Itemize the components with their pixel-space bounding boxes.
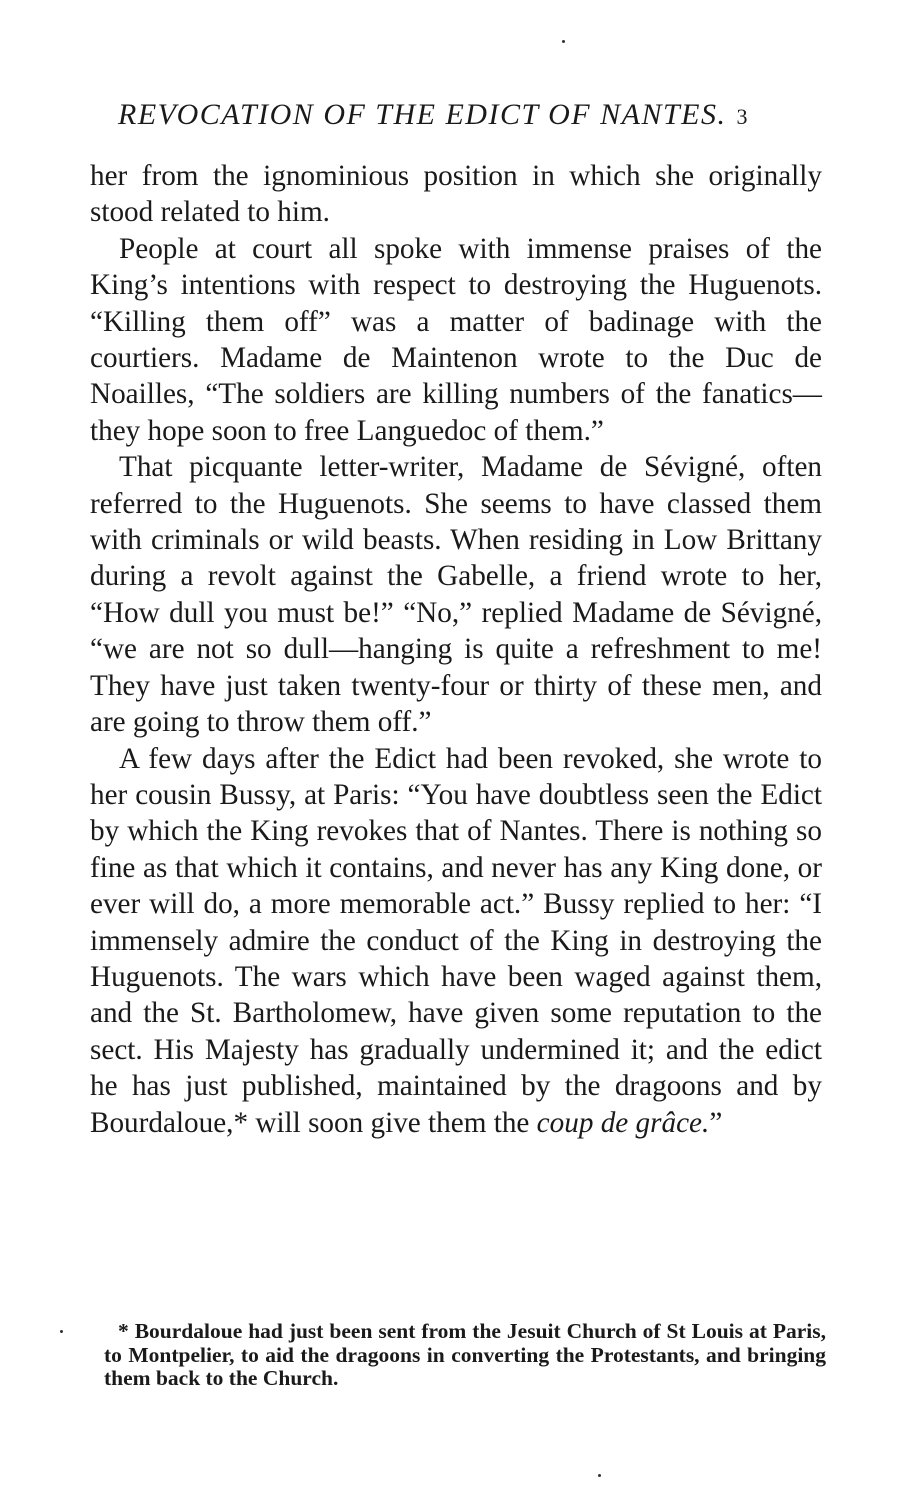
- running-title: REVOCATION OF THE EDICT OF NANTES.: [118, 98, 727, 131]
- closing-quote: ”: [709, 1106, 723, 1139]
- italic-phrase: coup de grâce.: [536, 1106, 710, 1139]
- paragraph-continued: her from the ignominious position in which she originally stood related to him.: [90, 160, 822, 229]
- body-text: [90, 158, 822, 1141]
- paragraph-edict-revoked: [90, 741, 822, 1141]
- paragraph-court-praises: People at court all spoke with immense praises of the King’s intentions with respect to destroying the Huguenots. “Killing them off” was a matter of badinage with the courtiers. Madame de Maintenon wrote to the Duc de Noailles, “The soldiers are killing numbers of the fanatics—they hope soon to free Languedoc of them.”: [90, 232, 822, 447]
- footnote: [104, 1320, 826, 1391]
- running-header: [118, 98, 838, 132]
- print-speck: [598, 1474, 601, 1477]
- print-speck: [60, 1330, 63, 1333]
- paragraph-edict-text: A few days after the Edict had been revoked, she wrote to her cousin Bussy, at Paris: “You have doubtless seen the Edict by which the King revokes that of Nantes. There is nothing so fine as that which it contains, and never has any King done, or ever will do, a more memorable act.” Bussy replied to her: “I immensely admire the conduct of the King in destroying the Huguenots. The wars which have been waged against them, and the St. Bartholomew, have given some reputation to the sect. His Majesty has gradually undermined it; and the edict he has just published, maintained by the dragoons and by Bourdaloue,* will soon give them the: [90, 742, 822, 1139]
- page-number: 3: [736, 104, 749, 129]
- paragraph-sevigne: That picquante letter-writer, Madame de Sévigné, often referred to the Huguenots. She seems to have classed them with criminals or wild beasts. When residing in Low Brittany during a revolt against the Gabelle, a friend wrote to her, “How dull you must be!” “No,” replied Madame de Sévigné, “we are not so dull—hanging is quite a refreshment to me! They have just taken twenty-four or thirty of these men, and are going to throw them off.”: [90, 451, 822, 739]
- print-speck: [562, 40, 565, 43]
- footnote-text: * Bourdaloue had just been sent from the Jesuit Church of St Louis at Paris, to Montpelier, to aid the dragoons in converting the Protestants, and bringing them back to the Church.: [104, 1319, 826, 1390]
